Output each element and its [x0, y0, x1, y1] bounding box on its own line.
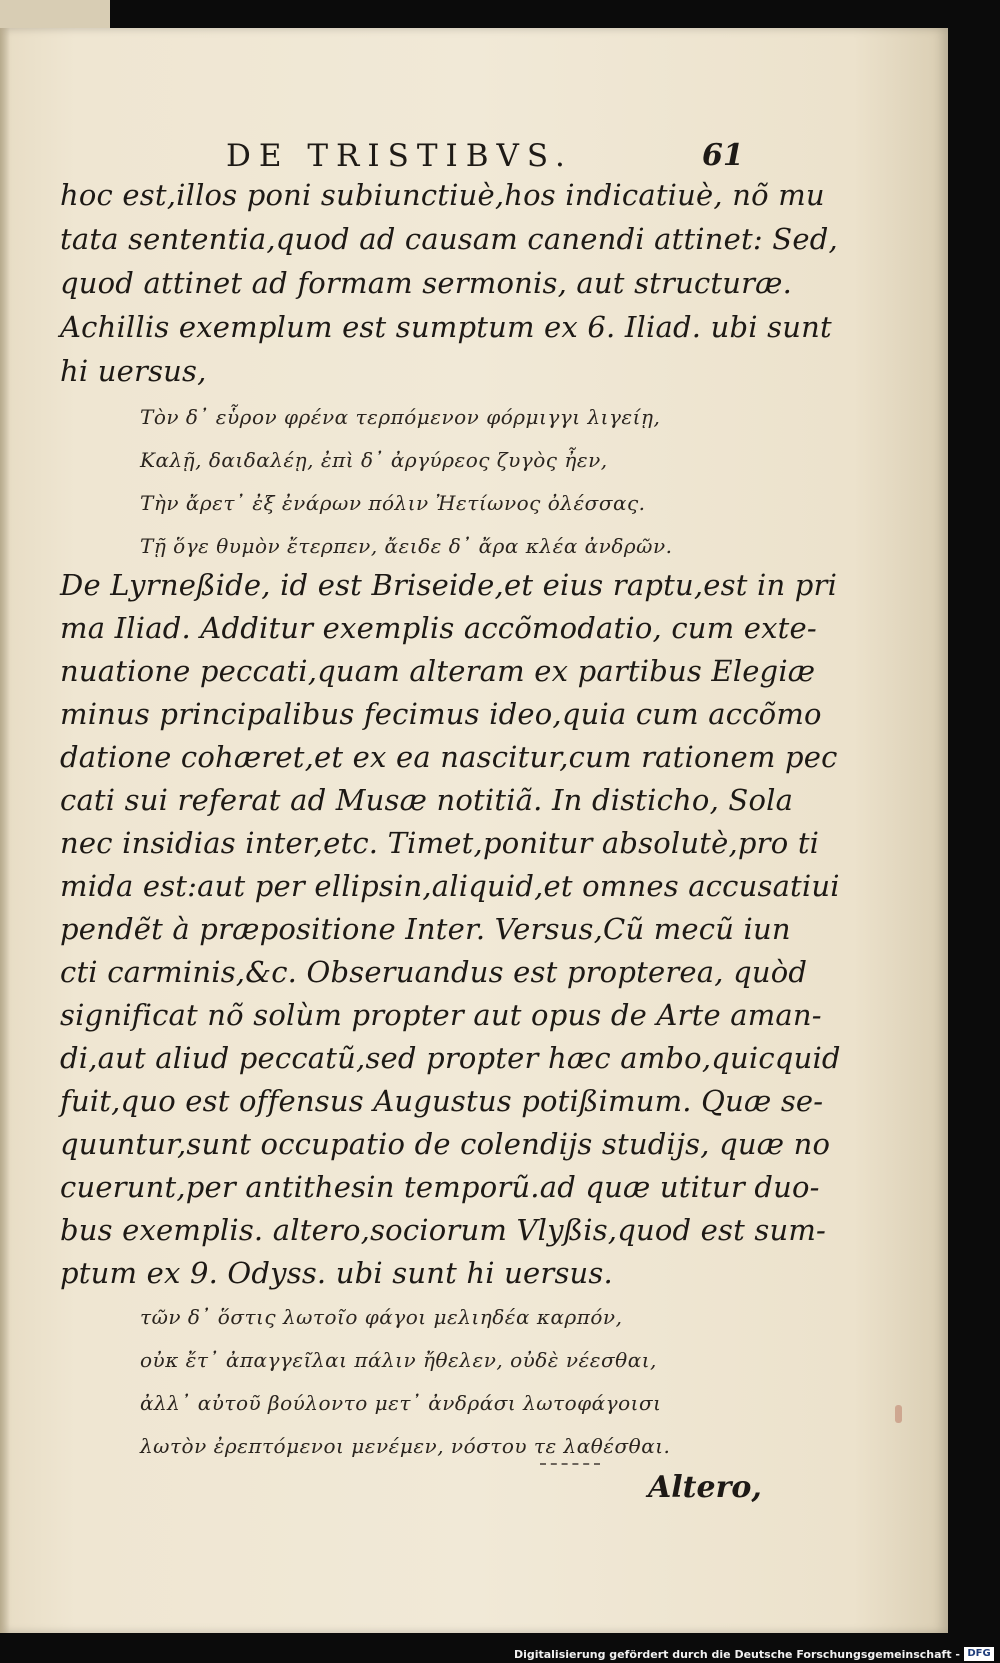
text-line: ptum ex 9. Odyss. ubi sunt hi uersus. [60, 1256, 613, 1290]
gutter-shadow [0, 28, 10, 1633]
page-edge [0, 0, 110, 28]
paper-stain [895, 1405, 902, 1423]
digitization-credit: Digitalisierung gefördert durch die Deutsche Forschungsgemeinschaft - [513, 1648, 960, 1661]
greek-verse-line: Τὸν δ᾽ εὗρον φρένα τερπόμενον φόρμιγγι λιγείῃ, [140, 405, 661, 429]
catchword: Altero, [648, 1470, 762, 1505]
text-line: hi uersus, [60, 354, 207, 388]
text-line: significat nõ solùm propter aut opus de Arte aman- [60, 998, 822, 1032]
text-line: quuntur,sunt occupatio de colendijs studijs, quæ no [60, 1127, 831, 1161]
separator-dashes [540, 1463, 600, 1467]
greek-verse-line: λωτὸν ἐρεπτόμενοι μενέμεν, νόστου τε λαθέσθαι. [140, 1434, 671, 1458]
greek-verse-line: Τὴν ἄρετ᾽ ἐξ ἐνάρων πόλιν Ἠετίωνος ὀλέσσας. [140, 491, 646, 515]
text-line: fuit,quo est offensus Augustus potißimum. Quæ se- [60, 1084, 824, 1118]
greek-verse-line: Καλῇ, δαιδαλέῃ, ἐπὶ δ᾽ ἀργύρεος ζυγὸς ἦεν, [140, 448, 608, 472]
running-header [0, 130, 948, 180]
text-line: De Lyrneßide, id est Briseide,et eius raptu,est in pri [60, 568, 838, 602]
text-line: cati sui referat ad Musæ notitiã. In disticho, Sola [60, 783, 794, 817]
text-line: datione cohæret,et ex ea nascitur,cum rationem pec [60, 740, 838, 774]
text-line: hoc est,illos poni subiunctiuè,hos indicatiuè, nõ mu [60, 178, 825, 212]
text-line: pendẽt à præpositione Inter. Versus,Cũ mecũ iun [60, 912, 791, 946]
text-line: bus exemplis. altero,sociorum Vlyßis,quod est sum- [60, 1213, 827, 1247]
text-line: cti carminis,&c. Obseruandus est propterea, quòd [60, 955, 808, 989]
greek-verse-line: ἀλλ᾽ αὐτοῦ βούλοντο μετ᾽ ἀνδράσι λωτοφάγοισι [140, 1391, 662, 1415]
text-line: nec insidias inter,etc. Timet,ponitur absolutè,pro ti [60, 826, 820, 860]
greek-verse-line: οὐκ ἔτ᾽ ἀπαγγεῖλαι πάλιν ἤθελεν, οὐδὲ νέεσθαι, [140, 1348, 657, 1372]
text-line: di,aut aliud peccatũ,sed propter hæc ambo,quicquid [60, 1041, 841, 1075]
text-line: Achillis exemplum est sumptum ex 6. Iliad. ubi sunt [60, 310, 832, 344]
text-line: ma Iliad. Additur exemplis accõmodatio, cum exte- [60, 611, 817, 645]
running-title: DE TRISTIBVS. [226, 138, 573, 174]
text-line: mida est:aut per ellipsin,aliquid,et omnes accusatiui [60, 869, 840, 903]
text-line: quod attinet ad formam sermonis, aut structuræ. [60, 266, 793, 300]
text-line: minus principalibus fecimus ideo,quia cum accõmo [60, 697, 822, 731]
text-line: nuatione peccati,quam alteram ex partibus Elegiæ [60, 654, 816, 688]
page-number: 61 [702, 138, 744, 173]
text-line: tata sententia,quod ad causam canendi attinet: Sed, [60, 222, 838, 256]
greek-verse-line: Τῇ ὅγε θυμὸν ἔτερπεν, ἄειδε δ᾽ ἄρα κλέα ἀνδρῶν. [140, 534, 673, 558]
text-line: cuerunt,per antithesin temporũ.ad quæ utitur duo- [60, 1170, 820, 1204]
greek-verse-line: τῶν δ᾽ ὅστις λωτοῖο φάγοι μελιηδέα καρπόν, [140, 1305, 623, 1329]
dfg-logo: DFG [964, 1647, 994, 1661]
